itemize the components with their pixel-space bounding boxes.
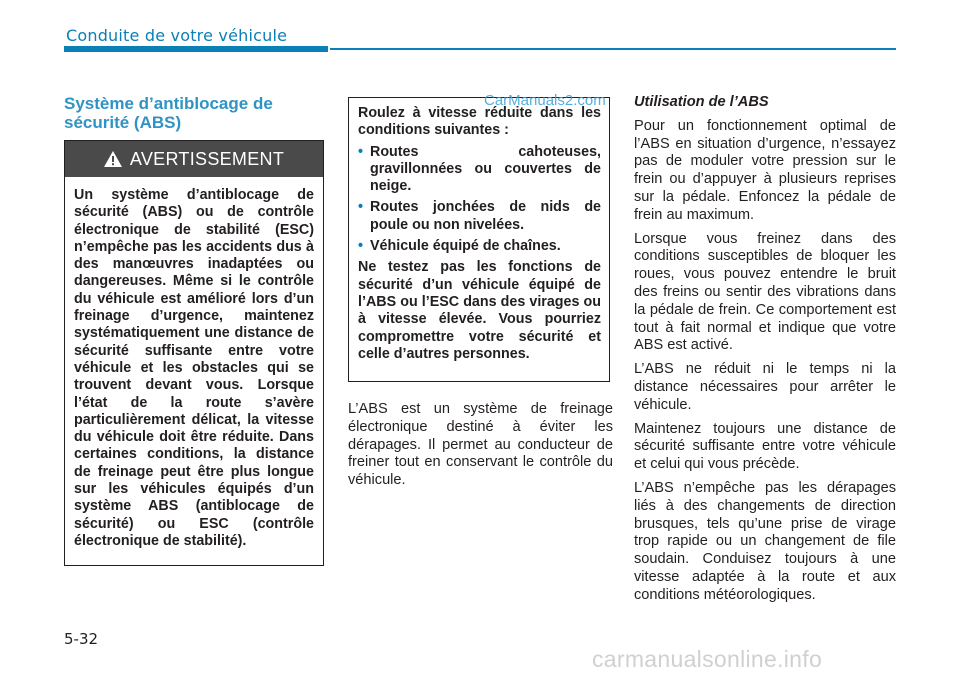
caution-item: • Routes jonchées de nids de poule ou non nivelées. xyxy=(358,199,601,233)
caution-intro: Roulez à vitesse réduite dans les conditions suivantes : xyxy=(358,105,601,139)
header-rule xyxy=(330,48,896,50)
usage-paragraph: L’ABS ne réduit ni le temps ni la distance nécessaires pour arrêter le véhicule. xyxy=(634,361,896,413)
watermark-link[interactable]: CarManuals2.com xyxy=(484,92,606,109)
bullet-icon: • xyxy=(358,199,364,216)
caution-footer: Ne testez pas les fonctions de sécurité d’un véhicule équipé de l’ABS ou l’ESC dans des virages ou à vitesse élevée. Vous pourriez compromettre votre sécurité et celle d’autres personnes. xyxy=(358,259,601,362)
bullet-icon: • xyxy=(358,143,364,160)
warning-text: Un système d’antiblocage de sécurité (ABS) ou de contrôle électronique de stabilité (ESC) n’empêche pas les accidents dus à des manœuvres inadaptées ou dangereuses. Même si le contrôle du véhicule est amélioré lors d’un freinage d’urgence, maintenez systématiquement une distance de sécurité suffisante entre votre véhicule et les obstacles qui se trouvent devant vous. Lorsque l’état de la route s’avère particulièrement délicat, la vitesse du véhicule doit être réduite. Dans certaines conditions, la distance de freinage peut être plus longue sur les véhicules équipés d’un système ABS (antiblocage de sécurité) ou ESC (contrôle électronique de stabilité). xyxy=(74,187,314,549)
usage-section xyxy=(634,94,896,611)
usage-paragraph: Lorsque vous freinez dans des conditions susceptibles de bloquer les roues, vous pouvez entendre le bruit des freins ou sentir des vibrations dans la pédale de frein. Ce comportement est tout à fait normal et indique que votre ABS est activé. xyxy=(634,230,896,354)
usage-paragraph: Pour un fonctionnement optimal de l’ABS en situation d’urgence, n’essayez pas de moduler votre pression sur le frein ou d’appuyer à plusieurs reprises sur la pédale. Enfoncez la pédale de frein au maximum. xyxy=(634,117,896,223)
warning-label: AVERTISSEMENT xyxy=(129,148,285,169)
caution-item: • Véhicule équipé de chaînes. xyxy=(358,238,561,255)
caution-item: • Routes cahoteuses, gravillonnées ou couvertes de neige. xyxy=(358,143,601,195)
abs-description: L’ABS est un système de freinage électronique destiné à éviter les dérapages. Il permet au conducteur de freiner tout en conservant le contrôle du véhicule. xyxy=(348,401,613,489)
bullet-icon: • xyxy=(358,238,364,255)
header-accent-bar xyxy=(64,46,328,52)
warning-triangle-icon xyxy=(104,151,122,167)
warning-header xyxy=(65,141,323,177)
usage-title: Utilisation de l’ABS xyxy=(634,94,769,110)
caution-list xyxy=(358,144,601,256)
footer-watermark[interactable]: carmanualsonline.info xyxy=(592,646,823,672)
chapter-title: Conduite de votre véhicule xyxy=(66,26,288,45)
warning-box xyxy=(64,140,324,566)
usage-paragraph: Maintenez toujours une distance de sécurité suffisante entre votre véhicule et celui qui vous précède. xyxy=(634,420,896,473)
caution-box xyxy=(348,97,610,382)
page-number: 5-32 xyxy=(64,630,99,648)
section-title: Système d’antiblocage de sécurité (ABS) xyxy=(64,94,273,132)
usage-paragraph: L’ABS n’empêche pas les dérapages liés à des changements de direction brusques, tels qu’une prise de virage trop rapide ou un changement de file soudain. Conduisez toujours à une vitesse adaptée à la route et aux conditions météorologiques. xyxy=(634,479,896,603)
